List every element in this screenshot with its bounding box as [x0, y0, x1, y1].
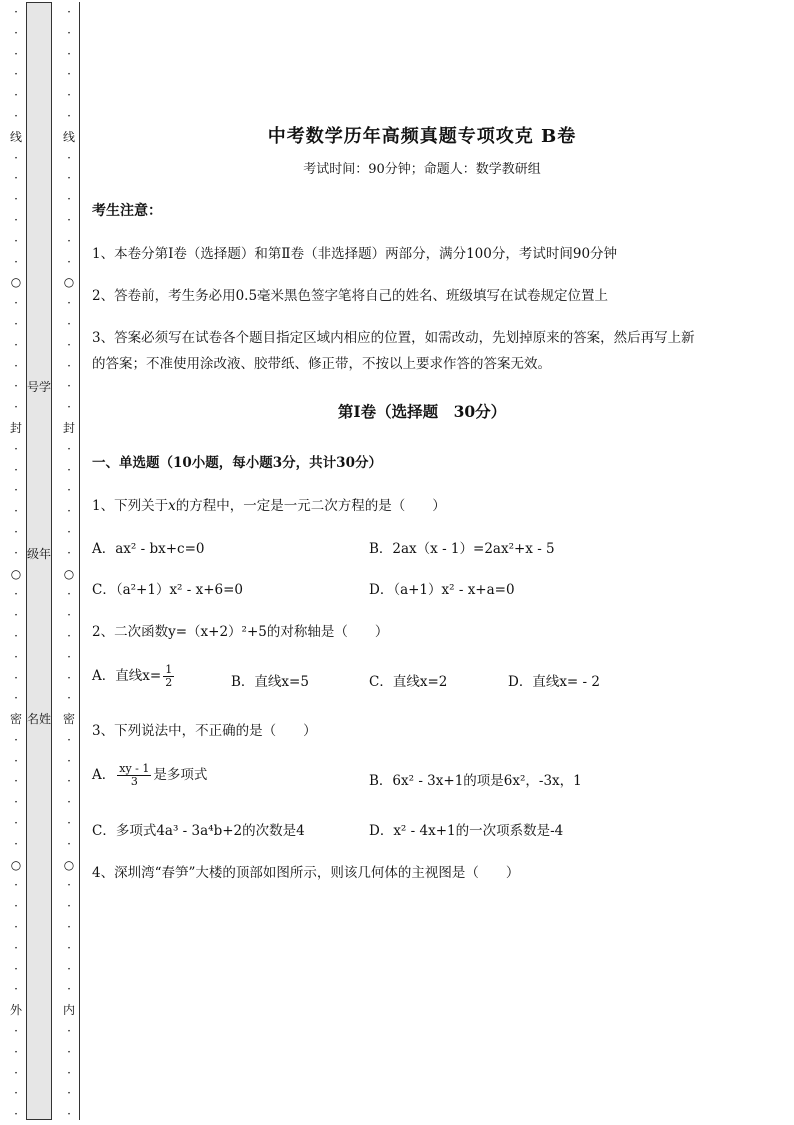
cut-line-dot: ·: [14, 46, 18, 61]
notice-item-3-cont: 的答案；不准使用涂改液、胶带纸、修正带，不按以上要求作答的答案无效。: [92, 356, 551, 372]
cut-line-dot: ·: [67, 150, 71, 165]
question-3-option-d[interactable]: D．x² - 4x+1的一次项系数是-4: [369, 823, 564, 839]
cut-line-dot: ·: [14, 1086, 18, 1101]
student-number-label: 号学: [26, 380, 51, 394]
cut-line-dot: ·: [14, 899, 18, 914]
cut-line-dot: ·: [14, 254, 18, 269]
cut-line-dot: ·: [67, 732, 71, 747]
question-3-option-b[interactable]: B．6x² - 3x+1的项是6x²，-3x，1: [369, 773, 582, 789]
question-3-option-c[interactable]: C．多项式4a³ - 3a⁴b+2的次数是4: [92, 823, 305, 839]
cut-line-label: ○: [10, 275, 22, 290]
cut-line-dot: ·: [14, 88, 18, 103]
cut-line-dot: ·: [67, 961, 71, 976]
cut-line-dot: ·: [67, 1065, 71, 1080]
cut-line-dot: ·: [14, 379, 18, 394]
cut-line-dot: ·: [14, 150, 18, 165]
inner-cut-line: [60, 2, 78, 1122]
cut-line-dot: ·: [67, 316, 71, 331]
cut-line-dot: ·: [14, 1024, 18, 1039]
notice-item-3: 3、答案必须写在试卷各个题目指定区域内相应的位置，如需改动，先划掉原来的答案，然后再写上新: [92, 330, 695, 346]
cut-line-dot: ·: [14, 462, 18, 477]
part-heading: 一、单选题（10小题，每小题3分，共计30分）: [92, 455, 382, 471]
cut-line-dot: ·: [14, 878, 18, 893]
cut-line-dot: ·: [14, 961, 18, 976]
cut-line-dot: ·: [67, 899, 71, 914]
cut-line-dot: ·: [67, 483, 71, 498]
cut-line-dot: ·: [14, 608, 18, 623]
cut-line-dot: ·: [14, 400, 18, 415]
cut-line-dot: ·: [67, 379, 71, 394]
question-2-stem: 2、二次函数y=（x+2）²+5的对称轴是（ ）: [92, 624, 389, 640]
cut-line-dot: ·: [67, 774, 71, 789]
cut-line-dot: ·: [14, 212, 18, 227]
cut-line-dot: ·: [67, 46, 71, 61]
cut-line-label: 封: [62, 420, 75, 435]
fraction: $\frac{1}{2}$: [165, 663, 173, 689]
cut-line-dot: ·: [14, 836, 18, 851]
cut-line-label: 外: [9, 1003, 22, 1018]
cut-line-dot: ·: [14, 171, 18, 186]
cut-line-dot: ·: [14, 795, 18, 810]
cut-line-dot: ·: [14, 982, 18, 997]
cut-line-dot: ·: [67, 171, 71, 186]
question-2-option-c[interactable]: C．直线x=2: [369, 674, 448, 690]
cut-line-dot: ·: [14, 358, 18, 373]
cut-line-dot: ·: [14, 753, 18, 768]
cut-line-dot: ·: [67, 649, 71, 664]
class-label: 级年: [26, 547, 51, 561]
cut-line-dot: ·: [67, 504, 71, 519]
cut-line-dot: ·: [67, 545, 71, 560]
cut-line-dot: ·: [14, 233, 18, 248]
cut-line-dot: ·: [67, 691, 71, 706]
binding-margin: [0, 0, 85, 1123]
question-3-stem: 3、下列说法中，不正确的是（ ）: [92, 723, 317, 739]
cut-line-dot: ·: [67, 192, 71, 207]
cut-line-label: ○: [63, 857, 75, 872]
cut-line-dot: ·: [67, 254, 71, 269]
question-4-stem: 4、深圳湾“春笋”大楼的顶部如图所示，则该几何体的主视图是（ ）: [92, 865, 520, 881]
cut-line-dot: ·: [67, 608, 71, 623]
cut-line-dot: ·: [67, 5, 71, 19]
binding-rule: [79, 2, 80, 1120]
cut-line-label: ○: [10, 857, 22, 872]
outer-cut-line: [7, 2, 25, 1122]
cut-line-label: ○: [10, 566, 22, 581]
cut-line-dot: ·: [67, 108, 71, 123]
cut-line-dot: ·: [67, 587, 71, 602]
cut-line-dot: ·: [14, 483, 18, 498]
cut-line-dot: ·: [14, 649, 18, 664]
cut-line-dot: ·: [67, 1107, 71, 1122]
cut-line-dot: ·: [67, 753, 71, 768]
cut-line-dot: ·: [14, 192, 18, 207]
exam-subtitle: 考试时间：90分钟；命题人：数学教研组: [303, 162, 541, 177]
question-1-option-c[interactable]: C．（a²+1）x² - x+6=0: [92, 582, 244, 598]
cut-line-dot: ·: [67, 920, 71, 935]
cut-line-dot: ·: [14, 1065, 18, 1080]
cut-line-dot: ·: [67, 25, 71, 40]
cut-line-dot: ·: [67, 296, 71, 311]
cut-line-dot: ·: [67, 836, 71, 851]
cut-line-dot: ·: [14, 628, 18, 643]
cut-line-dot: ·: [14, 337, 18, 352]
cut-line-dot: ·: [14, 545, 18, 560]
cut-line-dot: ·: [14, 25, 18, 40]
cut-line-dot: ·: [67, 1086, 71, 1101]
cut-line-dot: ·: [67, 212, 71, 227]
cut-line-dot: ·: [14, 920, 18, 935]
cut-line-label: 封: [9, 420, 22, 435]
question-1-option-b[interactable]: B．2ax（x - 1）=2ax²+x - 5: [369, 541, 555, 557]
cut-line-dot: ·: [67, 940, 71, 955]
question-2-option-d[interactable]: D．直线x= - 2: [508, 674, 600, 690]
cut-line-dot: ·: [67, 816, 71, 831]
question-2-option-b[interactable]: B．直线x=5: [231, 674, 309, 690]
cut-line-dot: ·: [14, 732, 18, 747]
notice-item-2: 2、答卷前，考生务必用0.5毫米黑色签字笔将自己的姓名、班级填写在试卷规定位置上: [92, 288, 609, 304]
cut-line-dot: ·: [67, 670, 71, 685]
cut-line-label: 密: [62, 712, 75, 727]
cut-line-dot: ·: [14, 940, 18, 955]
section-title: 第I卷（选择题 30分）: [337, 402, 507, 421]
cut-line-label: ○: [63, 275, 75, 290]
cut-line-dot: ·: [67, 628, 71, 643]
cut-line-dot: ·: [67, 358, 71, 373]
cut-line-dot: ·: [14, 774, 18, 789]
cut-line-dot: ·: [67, 400, 71, 415]
cut-line-label: ○: [63, 566, 75, 581]
cut-line-dot: ·: [14, 67, 18, 82]
cut-line-dot: ·: [14, 1044, 18, 1059]
question-1-stem: 1、下列关于x的方程中，一定是一元二次方程的是（ ）: [92, 498, 446, 514]
cut-line-label: 线: [9, 129, 22, 144]
cut-line-dot: ·: [67, 337, 71, 352]
cut-line-dot: ·: [14, 504, 18, 519]
cut-line-dot: ·: [14, 670, 18, 685]
cut-line-dot: ·: [67, 1024, 71, 1039]
cut-line-dot: ·: [14, 587, 18, 602]
cut-line-dot: ·: [67, 462, 71, 477]
cut-line-dot: ·: [14, 524, 18, 539]
cut-line-dot: ·: [67, 795, 71, 810]
cut-line-dot: ·: [67, 524, 71, 539]
fraction: $\frac{xy - 1}{3}$: [119, 762, 150, 788]
cut-line-label: 密: [9, 712, 22, 727]
cut-line-label: 内: [62, 1003, 75, 1018]
notice-item-1: 1、本卷分第I卷（选择题）和第Ⅱ卷（非选择题）两部分，满分100分，考试时间90分钟: [92, 246, 618, 262]
question-3-option-a[interactable]: A． $\frac{xy - 1}{3}$ 是多项式: [92, 762, 208, 788]
cut-line-dot: ·: [67, 982, 71, 997]
cut-line-dot: ·: [67, 233, 71, 248]
question-1-option-a[interactable]: A．ax² - bx+c=0: [92, 541, 205, 557]
cut-line-dot: ·: [67, 878, 71, 893]
exam-title: 中考数学历年高频真题专项攻克 B卷: [267, 126, 577, 147]
cut-line-dot: ·: [14, 5, 18, 19]
cut-line-dot: ·: [14, 441, 18, 456]
cut-line-dot: ·: [14, 296, 18, 311]
name-label: 名姓: [26, 712, 51, 726]
question-2-option-a[interactable]: A．直线x= $\frac{1}{2}$: [92, 663, 173, 689]
cut-line-dot: ·: [67, 441, 71, 456]
cut-line-dot: ·: [67, 1044, 71, 1059]
cut-line-dot: ·: [14, 316, 18, 331]
cut-line-dot: ·: [14, 691, 18, 706]
cut-line-dot: ·: [14, 1107, 18, 1122]
cut-line-dot: ·: [14, 108, 18, 123]
question-1-option-d[interactable]: D．（a+1）x² - x+a=0: [369, 582, 515, 598]
notice-heading: 考生注意：: [92, 203, 162, 219]
cut-line-dot: ·: [14, 816, 18, 831]
cut-line-label: 线: [62, 129, 75, 144]
cut-line-dot: ·: [67, 67, 71, 82]
cut-line-dot: ·: [67, 88, 71, 103]
